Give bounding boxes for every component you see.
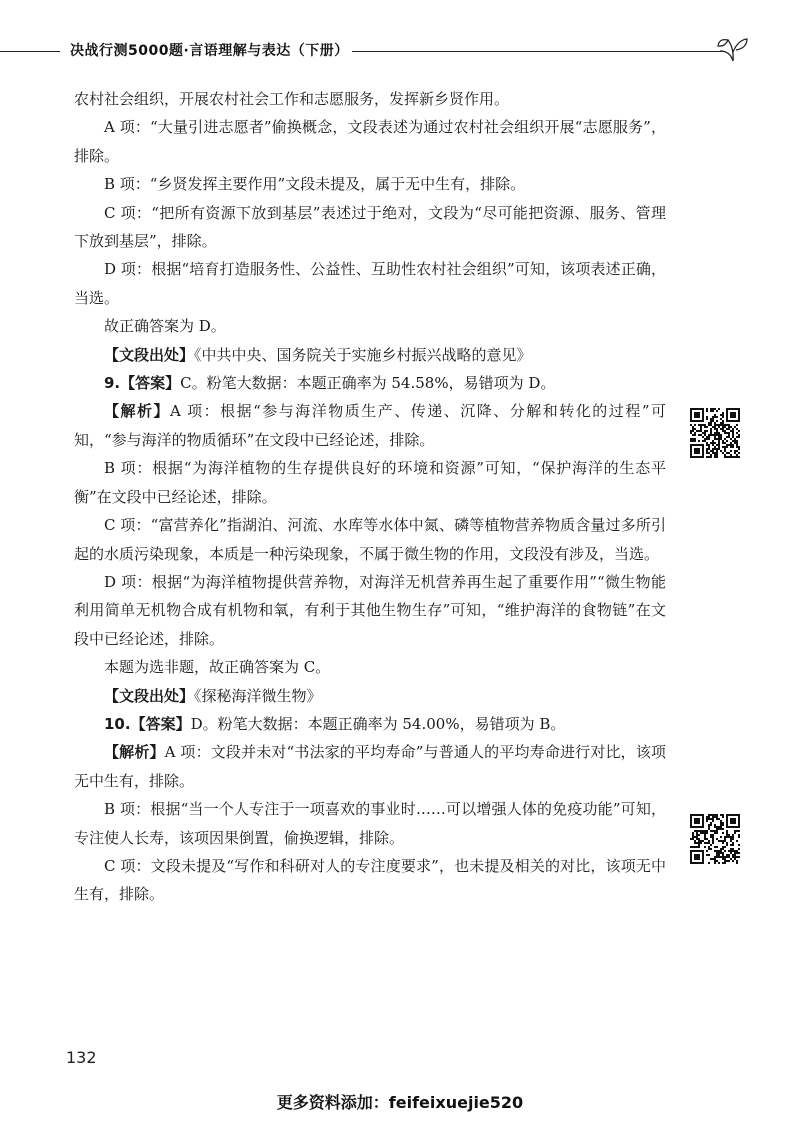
paragraph-continued: 农村社会组织，开展农村社会工作和志愿服务，发挥新乡贤作用。 [74, 90, 510, 108]
paragraph-conclusion: 故正确答案为 D。 [104, 317, 226, 336]
answer-explanations [74, 85, 666, 909]
paragraph-option-c: C 项：“把所有资源下放到基层”表述过于绝对，文段为“尽可能把资源、服务、管理下放到基层”，排除。 [74, 203, 666, 251]
paragraph-answer-10: 10.【答案】D。粉笔大数据：本题正确率为 54.00%，易错项为 B。 [104, 714, 566, 733]
paragraph-analysis-10: 【解析】A 项：文段并未对“书法家的平均寿命”与普通人的平均寿命进行对比，该项无中生有，排除。 [74, 743, 666, 790]
paragraph-option-d: D 项：根据“培育打造服务性、公益性、互助性农村社会组织”可知，该项表述正确，当选。 [74, 260, 666, 307]
paragraph-conclusion-9: 本题为选非题，故正确答案为 C。 [104, 658, 331, 677]
page-header [0, 38, 800, 66]
footer-note: 更多资料添加：feifeixuejie520 [276, 1093, 524, 1112]
header-rule-left [0, 51, 60, 52]
page-number: 132 [66, 1048, 97, 1067]
paragraph-source-9: 【文段出处】《探秘海洋微生物》 [104, 686, 322, 705]
paragraph-option-c-9: C 项：“富营养化”指湖泊、河流、水库等水体中氮、磷等植物营养物质含量过多所引起的水质污染现象，本质是一种污染现象，不属于微生物的作用，文段没有涉及，当选。 [74, 516, 666, 563]
paragraph-option-b-9: B 项：根据“为海洋植物的生存提供良好的环境和资源”可知，“保护海洋的生态平衡”在文段中已经论述，排除。 [74, 459, 666, 506]
paragraph-option-d-9: D 项：根据“为海洋植物提供营养物，对海洋无机营养再生起了重要作用”“微生物能利用简单无机物合成有机物和氧，有利于其他生物生存”可知，“维护海洋的食物链”在文段中已经论述，排除。 [74, 572, 666, 648]
paragraph-source: 【文段出处】《中共中央、国务院关于实施乡村振兴战略的意见》 [104, 345, 532, 364]
qr-code-q10 [690, 814, 740, 864]
qr-code-q9 [690, 408, 740, 458]
paragraph-option-c-10: C 项：文段未提及“写作和科研对人的专注度要求”，也未提及相关的对比，该项无中生有，排除。 [74, 856, 666, 904]
paragraph-answer-9: 9.【答案】C。粉笔大数据：本题正确率为 54.58%，易错项为 D。 [104, 374, 556, 393]
paragraph-option-a: A 项：“大量引进志愿者”偷换概念，文段表述为通过农村社会组织开展“志愿服务”，排除。 [74, 118, 666, 165]
header-title: 决战行测5000题·言语理解与表达（下册） [70, 43, 349, 59]
paragraph-analysis-9: 【解析】A 项：根据“参与海洋物质生产、传递、沉降、分解和转化的过程”可知，“参与海洋的物质循环”在文段中已经论述，排除。 [74, 402, 666, 449]
sprout-icon [716, 34, 750, 64]
header-rule-right [352, 51, 724, 52]
paragraph-option-b: B 项：“乡贤发挥主要作用”文段未提及，属于无中生有，排除。 [104, 175, 526, 194]
paragraph-option-b-10: B 项：根据“当一个人专注于一项喜欢的事业时……可以增强人体的免疫功能”可知，专注使人长寿，该项因果倒置，偷换逻辑，排除。 [74, 800, 666, 847]
